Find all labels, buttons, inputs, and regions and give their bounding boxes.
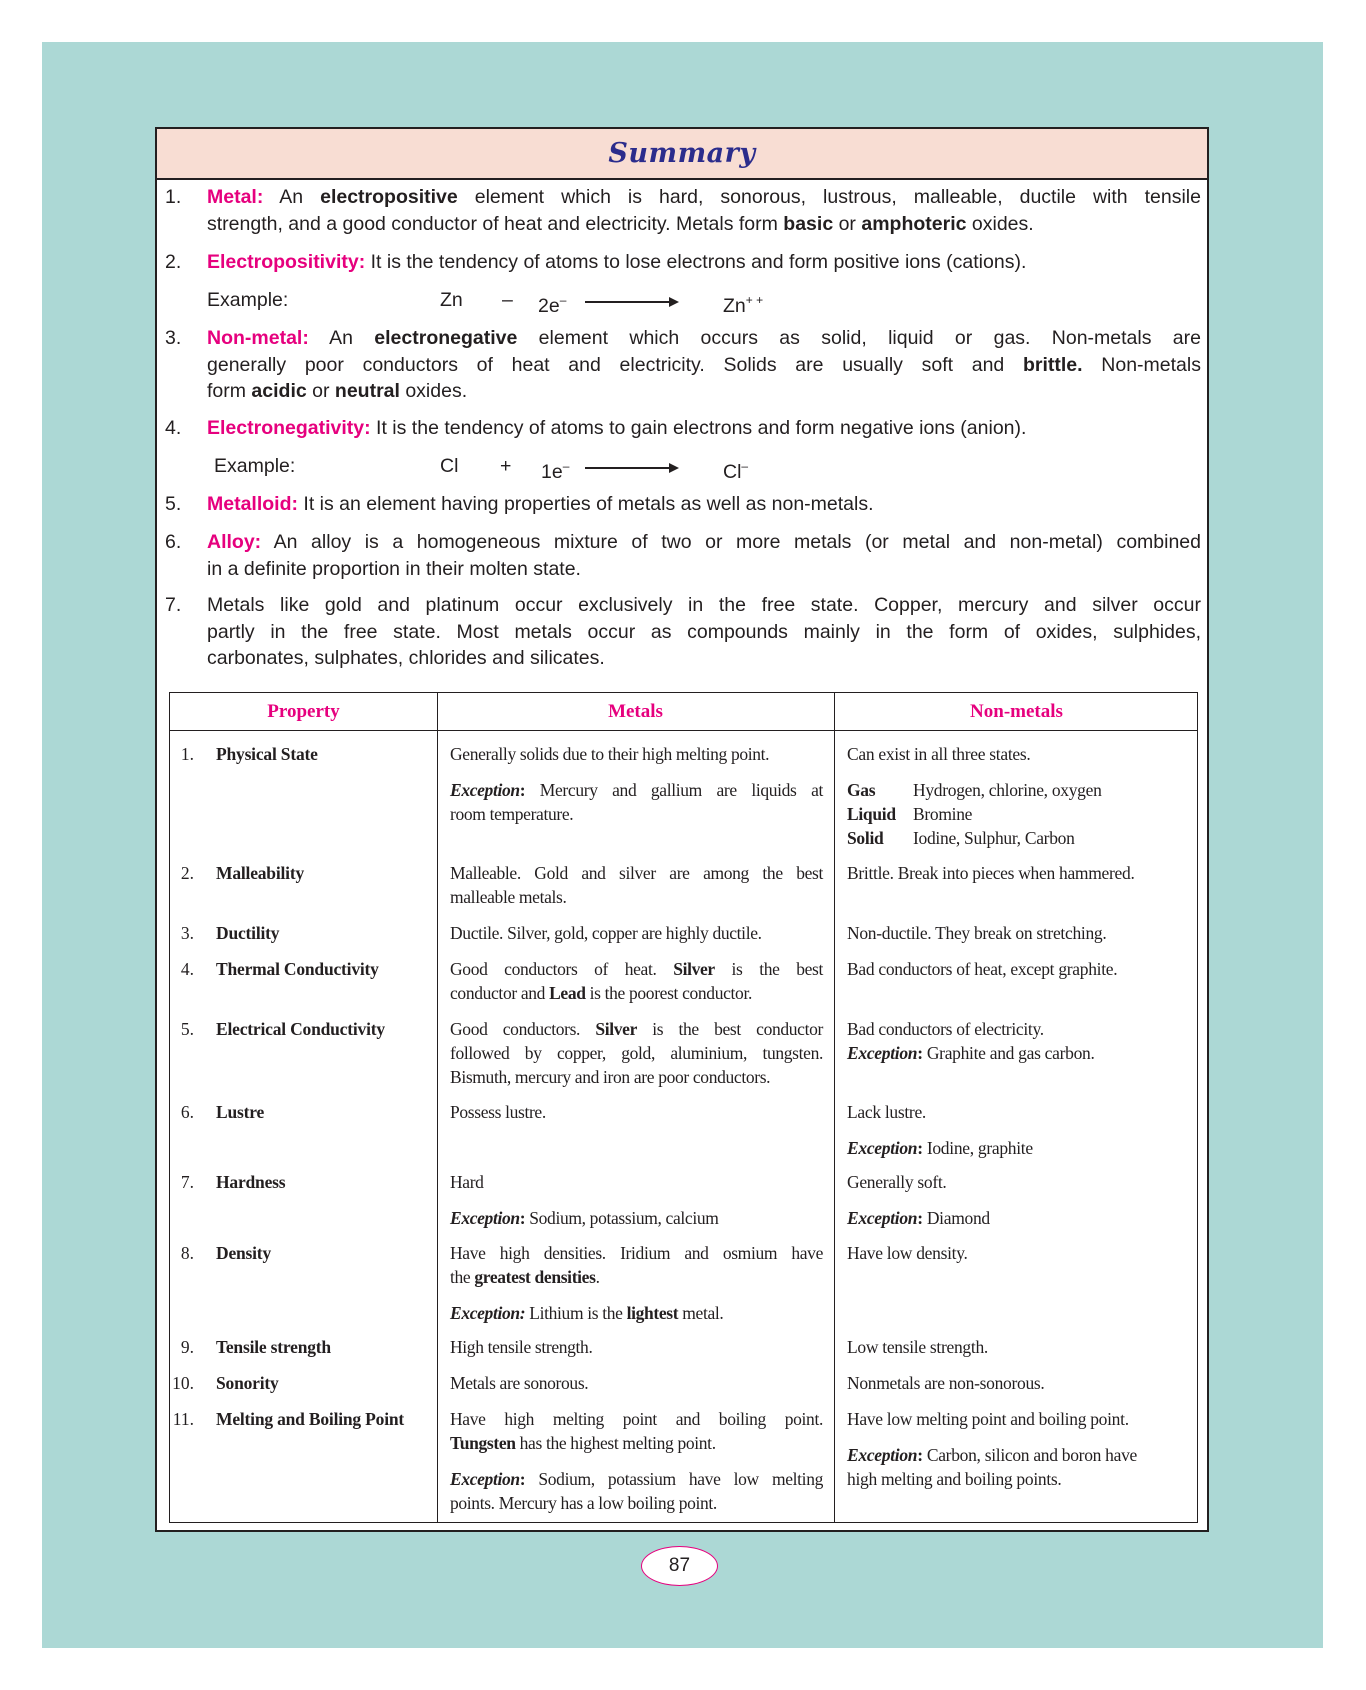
- text-line: [847, 957, 1187, 981]
- cell-paragraph: [847, 957, 1187, 981]
- text-line: [450, 1170, 823, 1194]
- row-number: 8.: [180, 1243, 194, 1263]
- cell-paragraph: [847, 921, 1187, 945]
- text-line: [450, 742, 823, 766]
- cell-paragraph: [847, 1136, 1187, 1160]
- property-name: Hardness: [216, 1172, 286, 1192]
- term-label: Alloy:: [207, 531, 262, 553]
- property-name: Ductility: [216, 923, 280, 943]
- metals-cell: [450, 1241, 823, 1325]
- item-text: [207, 415, 1201, 442]
- text-segment: electronegative: [374, 327, 518, 349]
- text-segment: :: [917, 1445, 923, 1465]
- text-segment: Ductile. Silver, gold, copper are highly ductile.: [450, 923, 762, 943]
- text-segment: neutral: [334, 380, 400, 402]
- text-line: [207, 645, 1201, 672]
- text-segment: element which is hard, sonorous, lustrous, malleable, ductile with tensile: [457, 186, 1201, 208]
- product-charge: –: [741, 459, 749, 473]
- example-label: Example:: [207, 289, 289, 311]
- text-segment: Mercury and gallium are liquids at: [525, 780, 823, 800]
- row-number: 7.: [180, 1172, 194, 1192]
- row-number: 6.: [180, 1102, 194, 1122]
- text-segment: basic: [783, 212, 834, 235]
- text-segment: conductor and: [450, 983, 550, 1003]
- item-number: 2.: [165, 251, 182, 273]
- text-segment: Non-metals: [1082, 353, 1201, 376]
- example-1: [207, 287, 764, 317]
- property-name: Density: [216, 1243, 271, 1263]
- cell-paragraph: [847, 1206, 1187, 1230]
- text-line: [450, 1491, 823, 1515]
- text-line: [207, 184, 1201, 211]
- nonmetals-cell: [847, 1241, 1187, 1265]
- row-number: 3.: [180, 923, 194, 943]
- cell-paragraph: [450, 778, 823, 826]
- reactant: Cl: [440, 455, 459, 477]
- text-line: [207, 249, 1201, 276]
- metals-cell: [450, 1371, 823, 1395]
- text-segment: Diamond: [922, 1208, 990, 1228]
- term-label: Electropositivity:: [207, 251, 366, 273]
- text-line: [450, 778, 823, 802]
- text-segment: Good conductors.: [450, 1019, 596, 1039]
- text-segment: brittle.: [1022, 353, 1083, 376]
- text-segment: generally poor conductors of heat and electricity. Solids are usually soft and: [207, 353, 1023, 376]
- text-line: [847, 1467, 1187, 1491]
- text-line: [847, 1371, 1187, 1395]
- nonmetals-cell: [847, 1335, 1187, 1359]
- text-line: [847, 921, 1187, 945]
- text-segment: It is the tendency of atoms to gain electrons and form negative ions (anion).: [370, 417, 1027, 439]
- nonmetals-cell: [847, 861, 1187, 885]
- product-charge: + +: [745, 293, 764, 307]
- state-row: [847, 802, 1187, 826]
- text-segment: Metals like gold and platinum occur exclusively in the free state. Copper, mercury and silver occur: [207, 594, 1201, 616]
- state-examples: Bromine: [913, 804, 973, 824]
- text-segment: greatest densities: [474, 1267, 596, 1287]
- item-text: [207, 592, 1201, 672]
- row-number: 5.: [180, 1019, 194, 1039]
- cell-paragraph: [450, 1467, 823, 1515]
- nonmetals-cell: [847, 1170, 1187, 1230]
- text-segment: Exception: [450, 780, 520, 800]
- text-segment: :: [917, 1208, 923, 1228]
- text-segment: Silver: [673, 959, 715, 979]
- nonmetals-cell: [847, 1371, 1187, 1395]
- metals-cell: [450, 742, 823, 826]
- text-segment: acidic: [251, 380, 307, 402]
- text-segment: Tungsten: [450, 1433, 516, 1453]
- nonmetals-cell: [847, 1017, 1187, 1065]
- text-segment: :: [519, 1469, 526, 1489]
- text-segment: Silver: [595, 1019, 637, 1039]
- text-segment: Exception:: [450, 1303, 526, 1323]
- item-text: [207, 249, 1201, 276]
- text-segment: form: [207, 380, 252, 402]
- text-segment: Exception: [847, 1445, 918, 1465]
- text-segment: An: [263, 186, 321, 208]
- item-text: [207, 184, 1201, 237]
- item-number: 1.: [165, 186, 182, 208]
- row-number: 10.: [172, 1373, 194, 1393]
- text-segment: Carbon, silicon and boron have: [922, 1445, 1138, 1465]
- text-segment: element which occurs as solid, liquid or gas. Non-metals are: [517, 327, 1201, 349]
- text-segment: Bad conductors of heat, except graphite.: [847, 959, 1118, 979]
- text-segment: Low tensile strength.: [847, 1337, 988, 1357]
- item-number: 4.: [165, 417, 182, 439]
- cell-paragraph: [450, 957, 823, 1005]
- cell-paragraph: [450, 1017, 823, 1089]
- cell-paragraph: [847, 1100, 1187, 1124]
- text-segment: Sodium, potassium, calcium: [525, 1208, 719, 1228]
- header-property: Property: [267, 701, 340, 722]
- property-name: Lustre: [216, 1102, 265, 1122]
- state-name: Liquid: [847, 804, 896, 824]
- electron-charge: –: [559, 293, 567, 307]
- text-line: [450, 1206, 823, 1230]
- text-segment: :: [519, 1208, 526, 1228]
- metals-cell: [450, 921, 823, 945]
- electrons: 1e: [541, 461, 563, 483]
- text-segment: Generally soft.: [847, 1172, 947, 1192]
- row-number: 1.: [180, 744, 194, 764]
- column-divider: [834, 693, 835, 1522]
- electron-charge: –: [562, 459, 570, 473]
- property-name: Physical State: [216, 744, 318, 764]
- cell-paragraph: [450, 1206, 823, 1230]
- text-segment: is the best conductor: [637, 1019, 823, 1039]
- example-label: Example:: [214, 455, 296, 477]
- item-number: 7.: [165, 594, 182, 616]
- text-segment: is the best: [714, 959, 823, 979]
- text-segment: amphoteric: [861, 212, 967, 235]
- arrow-icon: [585, 467, 677, 469]
- text-segment: Bad conductors of electricity.: [847, 1019, 1044, 1039]
- text-segment: An: [308, 327, 375, 349]
- text-segment: Hard: [450, 1172, 484, 1192]
- text-segment: Lack lustre.: [847, 1102, 927, 1122]
- text-line: [450, 861, 823, 885]
- text-line: [207, 529, 1201, 556]
- states-list: [847, 778, 1187, 850]
- summary-header: [157, 129, 1207, 180]
- text-line: [207, 415, 1201, 442]
- cell-paragraph: [847, 1170, 1187, 1194]
- text-line: [450, 981, 823, 1005]
- text-segment: Non-ductile. They break on stretching.: [847, 923, 1107, 943]
- nonmetals-cell: [847, 742, 1187, 850]
- text-segment: Malleable. Gold and silver are among the best: [450, 863, 823, 883]
- header-metals: Metals: [608, 701, 663, 722]
- text-segment: oxides.: [966, 212, 1034, 235]
- item-text: [207, 325, 1201, 405]
- text-line: [847, 1443, 1187, 1467]
- row-number: 11.: [172, 1409, 194, 1429]
- text-line: [207, 491, 1201, 518]
- text-line: [847, 1017, 1187, 1041]
- text-line: [207, 352, 1201, 379]
- state-examples: Iodine, Sulphur, Carbon: [913, 828, 1075, 848]
- arrow-icon: [585, 301, 677, 303]
- nonmetals-cell: [847, 1407, 1187, 1491]
- text-segment: Bismuth, mercury and iron are poor conductors.: [450, 1067, 771, 1087]
- metals-cell: [450, 957, 823, 1005]
- cell-paragraph: [450, 742, 823, 766]
- text-segment: or: [306, 380, 335, 402]
- text-segment: Brittle. Break into pieces when hammered.: [847, 863, 1135, 883]
- column-divider: [437, 693, 438, 1522]
- text-segment: Have low density.: [847, 1243, 968, 1263]
- text-segment: Can exist in all three states.: [847, 744, 1031, 764]
- item-number: 3.: [165, 327, 182, 349]
- text-segment: has the highest melting point.: [515, 1433, 716, 1453]
- operator: +: [500, 455, 512, 477]
- text-line: [847, 1241, 1187, 1265]
- text-segment: Possess lustre.: [450, 1102, 546, 1122]
- text-segment: malleable metals.: [450, 887, 567, 907]
- state-row: [847, 826, 1187, 850]
- text-segment: Iodine, graphite: [922, 1138, 1033, 1158]
- example-2: [214, 453, 749, 483]
- electrons: 2e: [538, 295, 560, 317]
- text-line: [207, 211, 1201, 238]
- text-line: [450, 1241, 823, 1265]
- text-segment: points. Mercury has a low boiling point.: [450, 1493, 717, 1513]
- item-text: [207, 529, 1201, 582]
- text-line: [450, 1301, 823, 1325]
- summary-box: [155, 127, 1209, 1532]
- text-line: [207, 378, 1201, 405]
- text-segment: Sodium, potassium have low melting: [525, 1469, 823, 1489]
- term-label: Metal:: [207, 186, 264, 208]
- metals-cell: [450, 1335, 823, 1359]
- cell-paragraph: [450, 1301, 823, 1325]
- text-segment: in a definite proportion in their molten state.: [207, 557, 581, 580]
- row-number: 2.: [180, 863, 194, 883]
- cell-paragraph: [450, 1170, 823, 1194]
- text-segment: electropositive: [320, 186, 458, 208]
- text-segment: metal.: [678, 1303, 724, 1323]
- text-segment: or: [833, 212, 862, 235]
- product: Zn: [723, 295, 746, 317]
- cell-paragraph: [847, 1017, 1187, 1065]
- text-line: [847, 1206, 1187, 1230]
- cell-paragraph: [847, 742, 1187, 766]
- state-name: Gas: [847, 780, 876, 800]
- text-line: [450, 1017, 823, 1041]
- property-name: Thermal Conductivity: [216, 959, 379, 979]
- cell-paragraph: [450, 1371, 823, 1395]
- text-line: [450, 802, 823, 826]
- page-number: 87: [641, 1546, 718, 1586]
- summary-title: Summary: [608, 138, 756, 169]
- text-segment: Exception: [847, 1208, 918, 1228]
- text-segment: Exception: [450, 1469, 520, 1489]
- metals-cell: [450, 1100, 823, 1124]
- text-segment: :: [519, 780, 526, 800]
- text-segment: is the poorest conductor.: [585, 983, 752, 1003]
- metals-cell: [450, 1017, 823, 1089]
- text-line: [450, 1431, 823, 1455]
- text-segment: strength, and a good conductor of heat and electricity. Metals form: [207, 212, 784, 235]
- property-name: Tensile strength: [216, 1337, 331, 1357]
- text-line: [847, 1136, 1187, 1160]
- text-segment: An alloy is a homogeneous mixture of two or more metals (or metal and non-metal) combined: [261, 531, 1201, 553]
- nonmetals-cell: [847, 1100, 1187, 1160]
- property-name: Melting and Boiling Point: [216, 1409, 405, 1429]
- cell-paragraph: [450, 1407, 823, 1455]
- product: Cl: [723, 461, 742, 483]
- text-line: [450, 1371, 823, 1395]
- nonmetals-cell: [847, 957, 1187, 981]
- row-number: 4.: [180, 959, 194, 979]
- cell-paragraph: [450, 1241, 823, 1289]
- term-label: Electronegativity:: [207, 417, 371, 439]
- cell-paragraph: [847, 1443, 1187, 1491]
- text-line: [847, 742, 1187, 766]
- text-segment: Metals are sonorous.: [450, 1373, 589, 1393]
- text-line: [207, 556, 1201, 583]
- cell-paragraph: [847, 1241, 1187, 1265]
- text-segment: Lead: [549, 983, 586, 1003]
- text-segment: High tensile strength.: [450, 1337, 593, 1357]
- cell-paragraph: [847, 1407, 1187, 1431]
- state-examples: Hydrogen, chlorine, oxygen: [913, 780, 1102, 800]
- text-segment: oxides.: [399, 380, 468, 402]
- metals-cell: [450, 1170, 823, 1230]
- operator: –: [502, 289, 513, 311]
- text-segment: Generally solids due to their high melting point.: [450, 744, 770, 764]
- text-line: [847, 861, 1187, 885]
- text-segment: .: [595, 1267, 600, 1287]
- text-segment: carbonates, sulphates, chlorides and silicates.: [207, 647, 605, 669]
- text-segment: Exception: [450, 1208, 520, 1228]
- comparison-table: [169, 692, 1198, 1523]
- text-segment: room temperature.: [450, 804, 574, 824]
- metals-cell: [450, 861, 823, 909]
- text-line: [450, 1335, 823, 1359]
- cell-paragraph: [450, 1100, 823, 1124]
- term-label: Non-metal:: [207, 327, 309, 349]
- header-nonmetals: Non-metals: [970, 701, 1063, 722]
- text-segment: It is an element having properties of metals as well as non-metals.: [298, 493, 874, 515]
- property-name: Sonority: [216, 1373, 279, 1393]
- term-label: Metalloid:: [207, 493, 298, 515]
- row-number: 9.: [180, 1337, 194, 1357]
- reactant: Zn: [440, 289, 463, 311]
- text-segment: :: [917, 1043, 923, 1063]
- table-header: [170, 693, 1197, 731]
- cell-paragraph: [450, 861, 823, 909]
- text-line: [450, 1265, 823, 1289]
- text-line: [450, 885, 823, 909]
- property-name: Electrical Conductivity: [216, 1019, 385, 1039]
- cell-paragraph: [847, 1371, 1187, 1395]
- text-segment: followed by copper, gold, aluminium, tungsten.: [450, 1043, 823, 1063]
- text-segment: Have high melting point and boiling point.: [450, 1409, 823, 1429]
- text-segment: It is the tendency of atoms to lose electrons and form positive ions (cations).: [365, 251, 1027, 273]
- cell-paragraph: [450, 1335, 823, 1359]
- text-line: [847, 1335, 1187, 1359]
- text-line: [450, 1065, 823, 1089]
- cell-paragraph: [847, 861, 1187, 885]
- text-line: [847, 1170, 1187, 1194]
- text-segment: lightest: [626, 1303, 679, 1323]
- text-line: [450, 1467, 823, 1491]
- item-number: 6.: [165, 531, 182, 553]
- text-line: [847, 1100, 1187, 1124]
- text-line: [207, 619, 1201, 646]
- text-segment: the: [450, 1267, 475, 1287]
- item-number: 5.: [165, 493, 182, 515]
- text-segment: :: [917, 1138, 923, 1158]
- text-segment: Good conductors of heat.: [450, 959, 674, 979]
- text-segment: Lithium is the: [525, 1303, 627, 1323]
- nonmetals-cell: [847, 921, 1187, 945]
- text-line: [450, 1407, 823, 1431]
- text-segment: Have low melting point and boiling point.: [847, 1409, 1129, 1429]
- item-text: [207, 491, 1201, 518]
- property-name: Malleability: [216, 863, 305, 883]
- text-segment: Exception: [847, 1043, 918, 1063]
- cell-paragraph: [450, 921, 823, 945]
- text-line: [450, 957, 823, 981]
- text-line: [847, 1041, 1187, 1065]
- text-segment: Nonmetals are non-sonorous.: [847, 1373, 1045, 1393]
- text-segment: Graphite and gas carbon.: [922, 1043, 1095, 1063]
- cell-paragraph: [847, 1335, 1187, 1359]
- text-line: [207, 325, 1201, 352]
- text-line: [847, 1407, 1187, 1431]
- text-line: [450, 921, 823, 945]
- text-segment: Exception: [847, 1138, 918, 1158]
- metals-cell: [450, 1407, 823, 1515]
- state-row: [847, 778, 1187, 802]
- text-line: [450, 1100, 823, 1124]
- text-segment: Have high densities. Iridium and osmium have: [450, 1243, 823, 1263]
- text-segment: high melting and boiling points.: [847, 1469, 1062, 1489]
- text-line: [450, 1041, 823, 1065]
- text-segment: partly in the free state. Most metals occur as compounds mainly in the form of oxides, sulphides,: [207, 620, 1201, 643]
- state-name: Solid: [847, 828, 884, 848]
- text-line: [207, 592, 1201, 619]
